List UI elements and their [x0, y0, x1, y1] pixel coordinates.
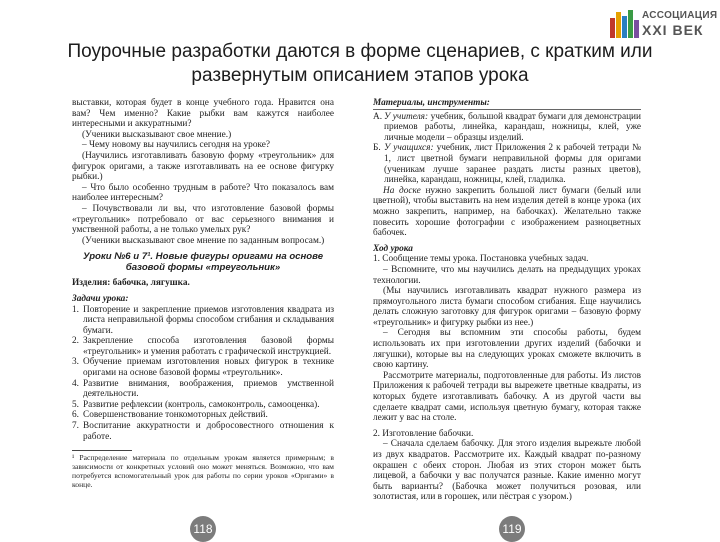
task-item: 1. Повторение и закрепление приемов изготовления квадрата из листа неправильной формы способом сгибания и складывания бумаги.: [72, 304, 334, 336]
materials-item: Б. У учащихся: учебник, лист Приложения 2 к рабочей тетради № 1, лист цветной бумаги неправильной формы для оригами (ученикам лучше заранее раздать листы разных цветов), линейка, карандаш, ножницы, клей, гладилка.: [373, 143, 641, 186]
board-note: На доске нужно закрепить большой лист бумаги (белый или цветной), чтобы выставить на нем изделия детей в конце урока (их можно закрепить, например, на бабочках). Желательно также повесить хорошие фотографии с изображением разноцветных бабочек.: [373, 185, 641, 239]
step-1-title: 1. Сообщение темы урока. Постановка учебных задач.: [373, 254, 589, 265]
left-para: выставки, которая будет в конце учебного года. Нравится она вам? Чем именно? Какие рыбки вам кажутся наиболее интересными и аккуратными?: [72, 98, 334, 130]
footnote-divider: [72, 450, 132, 451]
left-para: – Почувствовали ли вы, что изготовление базовой формы «треугольник» потребовало от вас серьезного внимания и умственной работы, а не только умелых рук?: [72, 203, 334, 236]
association-logo: [610, 6, 720, 42]
left-para: (Ученики высказывают свое мнение по заданным вопросам.): [82, 235, 325, 246]
step-1-para: (Мы научились изготавливать квадрат нужного размера из прямоугольного листа бумаги способом сгибания. Еще научились делать сложную заготовку для фигурок оригами – базовую форму «треугольник» и фигурку рыбки из нее.): [373, 286, 641, 328]
step-2-title: 2. Изготовление бабочки.: [373, 428, 474, 439]
materials-list: [373, 112, 641, 186]
left-para: (Ученики высказывают свое мнение.): [82, 129, 232, 140]
left-page-number: 118: [190, 516, 216, 542]
slide-title-line-2: развернутым описанием этапов урока: [191, 65, 529, 86]
task-item: 3. Обучение приемам изготовления новых фигурок в технике оригами на основе базовой формы «треугольник».: [72, 357, 334, 379]
logo-line-2: XXI ВЕК: [642, 22, 704, 38]
left-para: – Чему новому вы научились сегодня на уроке?: [82, 140, 271, 151]
books-logo-icon: [610, 10, 640, 38]
lesson-heading: Уроки №6 и 7¹. Новые фигуры оригами на основе базовой формы «треугольник»: [82, 251, 324, 274]
logo-line-1: АССОЦИАЦИЯ: [642, 10, 718, 21]
task-item: 7. Воспитание аккуратности и добросовестного отношения к работе.: [72, 421, 334, 442]
step-1-para: Рассмотрите материалы, подготовленные для работы. Из листов Приложения к рабочей тетради вы вырежете цветные квадраты, из которых будете изготавливать бабочку. А из другой части вы сделаете квадрат сами, используя цветную бумагу, которая также лежит у вас на столе.: [373, 370, 641, 424]
right-page-number: 119: [499, 516, 525, 542]
step-1-para: – Вспомните, что мы научились делать на предыдущих уроках технологии.: [373, 264, 641, 286]
left-page: [72, 98, 334, 540]
products-line: Изделия: бабочка, лягушка.: [72, 278, 190, 289]
step-2-para: – Сначала сделаем бабочку. Для этого изделия вырежьте любой из двух квадратов. Рассмотрите их. Каждый квадрат по-разному окрашен с обеих сторон. Любая из этих сторон может быть лицевой, а бабочки у вас получатся разные. Какие именно могут быть варианты? (Бабочка может получиться розовая, или золотистая, или в горошек, или пёстрая с узором.): [373, 439, 641, 503]
materials-item: А. У учителя: учебник, большой квадрат бумаги для демонстрации приемов работы, линейка, карандаш, ножницы, клей, уже личные модели – образцы изделий.: [373, 111, 641, 143]
course-title: Ход урока: [373, 243, 413, 254]
left-para: – Что было особенно трудным в работе? Что показалось вам наиболее интересным?: [72, 182, 334, 204]
tasks-list: [72, 305, 334, 443]
footnote: ¹ Распределение материала по отдельным урокам является примерным; в зависимости от конкретных условий оно может меняться. Возможно, что вам потребуется вспомогательный урок для работы по серии уроков «Оригами» в конце.: [72, 453, 334, 490]
slide-title: [0, 40, 720, 88]
slide-title-line-1: Поурочные разработки даются в форме сценариев, с кратким или: [67, 41, 653, 62]
step-1-para: – Сегодня вы вспомним эти способы работы, будем использовать их при изготовлении других изделий (бабочки и лягушки), которые вы на следующих уроках сможете включить в свою картину.: [373, 328, 641, 371]
task-item: 4. Развитие внимания, воображения, приемов умственной деятельности.: [72, 378, 334, 400]
task-item: 5. Развитие рефлексии (контроль, самоконтроль, самооценка).: [72, 399, 320, 410]
task-item: 2. Закрепление способа изготовления базовой формы «треугольник» и умения работать с графической инструкцией.: [72, 336, 334, 357]
left-para: (Научились изготавливать базовую форму «треугольник» для фигурок оригами, а также изготавливать на ее основе фигурку рыбки.): [72, 150, 334, 183]
right-page: [373, 98, 641, 540]
materials-title: Материалы, инструменты:: [373, 98, 490, 108]
tasks-title: Задачи урока:: [72, 293, 129, 304]
task-item: 6. Совершенствование тонкомоторных действий.: [72, 410, 268, 421]
